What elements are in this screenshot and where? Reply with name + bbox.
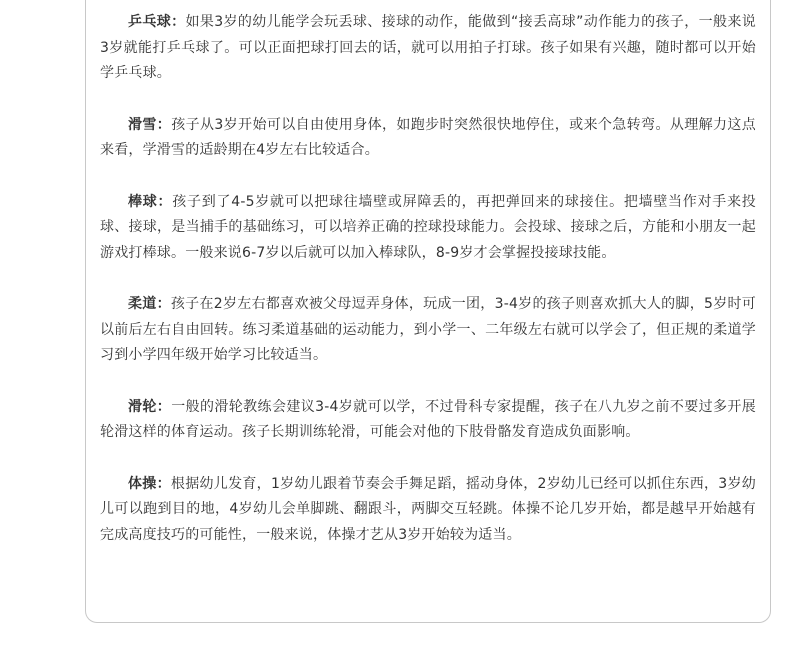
paragraph-table-tennis — [100, 10, 756, 87]
paragraph-term: 滑轮： — [128, 398, 172, 415]
paragraph-skiing — [100, 113, 756, 164]
paragraph-baseball — [100, 190, 756, 267]
paragraph-term: 乒乓球： — [128, 14, 186, 30]
article-body — [100, 10, 756, 574]
paragraph-gymnastics — [100, 472, 756, 549]
paragraph-text: 孩子到了4-5岁就可以把球往墙壁或屏障丢的，再把弹回来的球接住。把墙壁当作对手来投球、接球，是当捕手的基础练习，可以培养正确的控球投球能力。会投球、接球之后，方能和小朋友一起游戏打棒球。一般来说6-7岁以后就可以加入棒球队，8-9岁才会掌握投接球技能。 — [100, 193, 756, 261]
paragraph-text: 孩子从3岁开始可以自由使用身体，如跑步时突然很快地停住，或来个急转弯。从理解力这点来看，学滑雪的适龄期在4岁左右比较适合。 — [100, 116, 756, 158]
paragraph-term: 滑雪： — [128, 116, 172, 133]
paragraph-text: 根据幼儿发育，1岁幼儿跟着节奏会手舞足蹈，摇动身体，2岁幼儿已经可以抓住东西，3岁幼儿可以跑到目的地，4岁幼儿会单脚跳、翻跟斗，两脚交互轻跳。体操不论几岁开始，都是越早开始越有完成高度技巧的可能性，一般来说，体操才艺从3岁开始较为适当。 — [100, 475, 756, 543]
paragraph-judo — [100, 292, 756, 369]
paragraph-text: 如果3岁的幼儿能学会玩丢球、接球的动作，能做到“接丢高球”动作能力的孩子，一般来说3岁就能打乒乓球了。可以正面把球打回去的话，就可以用拍子打球。孩子如果有兴趣，随时都可以开始学乒乓球。 — [100, 14, 756, 81]
paragraph-term: 柔道： — [128, 296, 171, 312]
paragraph-term: 棒球： — [128, 193, 173, 210]
paragraph-roller-skating — [100, 395, 756, 446]
paragraph-text: 一般的滑轮教练会建议3-4岁就可以学，不过骨科专家提醒，孩子在八九岁之前不要过多开展轮滑这样的体育运动。孩子长期训练轮滑，可能会对他的下肢骨骼发育造成负面影响。 — [100, 398, 756, 440]
paragraph-term: 体操： — [128, 475, 171, 492]
paragraph-text: 孩子在2岁左右都喜欢被父母逗弄身体，玩成一团，3-4岁的孩子则喜欢抓大人的脚，5岁时可以前后左右自由回转。练习柔道基础的运动能力，到小学一、二年级左右就可以学会了，但正规的柔道学习到小学四年级开始学习比较适当。 — [100, 296, 756, 363]
